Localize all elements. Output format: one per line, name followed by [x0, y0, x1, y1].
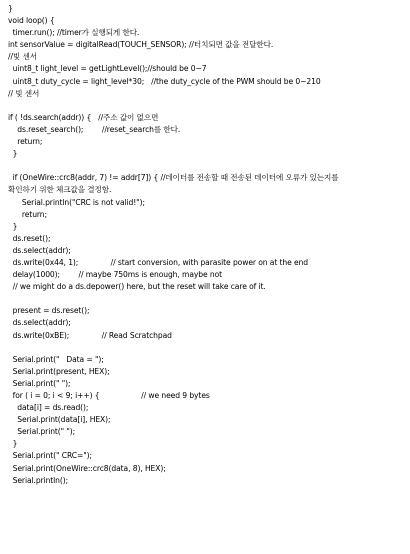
code-line: void loop() {: [8, 16, 55, 26]
code-line: uint8_t duty_cycle = light_level*30; //the duty_cycle of the PWM should be 0~210: [8, 76, 321, 86]
code-line: if ( !ds.search(addr)) { //주소 값이 없으면: [8, 112, 159, 122]
code-line: present = ds.reset();: [8, 306, 90, 316]
code-line: // 빛 센서: [8, 88, 40, 98]
code-line: Serial.print(data[i], HEX);: [8, 415, 111, 425]
code-line: timer.run(); //timer가 실행되게 한다.: [8, 28, 140, 38]
code-line: [8, 100, 408, 112]
code-line: }: [8, 149, 18, 159]
code-line: ds.reset();: [8, 233, 51, 243]
code-line: Serial.print(" CRC=");: [8, 451, 92, 461]
code-line: Serial.print(" ");: [8, 378, 71, 388]
code-line: for ( i = 0; i < 9; i++) { // we need 9 bytes: [8, 391, 210, 400]
code-line: data[i] = ds.read();: [8, 403, 89, 413]
code-line: Serial.println();: [8, 475, 69, 485]
code-line: }: [8, 221, 18, 231]
code-line: [8, 160, 408, 172]
code-line: Serial.print(present, HEX);: [8, 366, 110, 376]
code-line: // we might do a ds.depower() here, but the reset will take care of it.: [8, 282, 266, 292]
code-line: ds.reset_search(); //reset_search를 한다.: [8, 124, 181, 134]
code-line: Serial.print(" Data = ");: [8, 354, 104, 364]
code-line: return;: [8, 137, 43, 147]
code-line: if (OneWire::crc8(addr, 7) != addr[7]) { //데이터를 전송할 때 전송된 데이터에 오류가 있는지를: [8, 173, 339, 183]
code-line: uint8_t light_level = getLightLevel();//should be 0~7: [8, 64, 207, 74]
code-line: Serial.print(OneWire::crc8(data, 8), HEX);: [8, 463, 166, 473]
code-line: }: [8, 439, 18, 449]
code-line: ds.write(0x44, 1); // start conversion, with parasite power on at the end: [8, 257, 309, 267]
code-line: int sensorValue = digitalRead(TOUCH_SENSOR); //터치되면 값을 전달한다.: [8, 40, 274, 50]
code-line: ds.select(addr);: [8, 318, 71, 328]
code-line: Serial.println("CRC is not valid!");: [8, 197, 145, 207]
code-line: [8, 293, 408, 305]
code-line: [8, 342, 408, 354]
code-line: }: [8, 4, 13, 13]
code-line: 확인하기 위한 체크값을 결정함.: [8, 185, 112, 195]
code-line: Serial.print(" ");: [8, 427, 76, 437]
code-line: ds.select(addr);: [8, 245, 71, 255]
code-line: delay(1000); // maybe 750ms is enough, maybe not: [8, 270, 223, 280]
code-document: [8, 3, 408, 487]
code-line: return;: [8, 209, 47, 219]
code-line: //빛 센서: [8, 52, 37, 62]
code-line: ds.write(0xBE); // Read Scratchpad: [8, 330, 172, 340]
